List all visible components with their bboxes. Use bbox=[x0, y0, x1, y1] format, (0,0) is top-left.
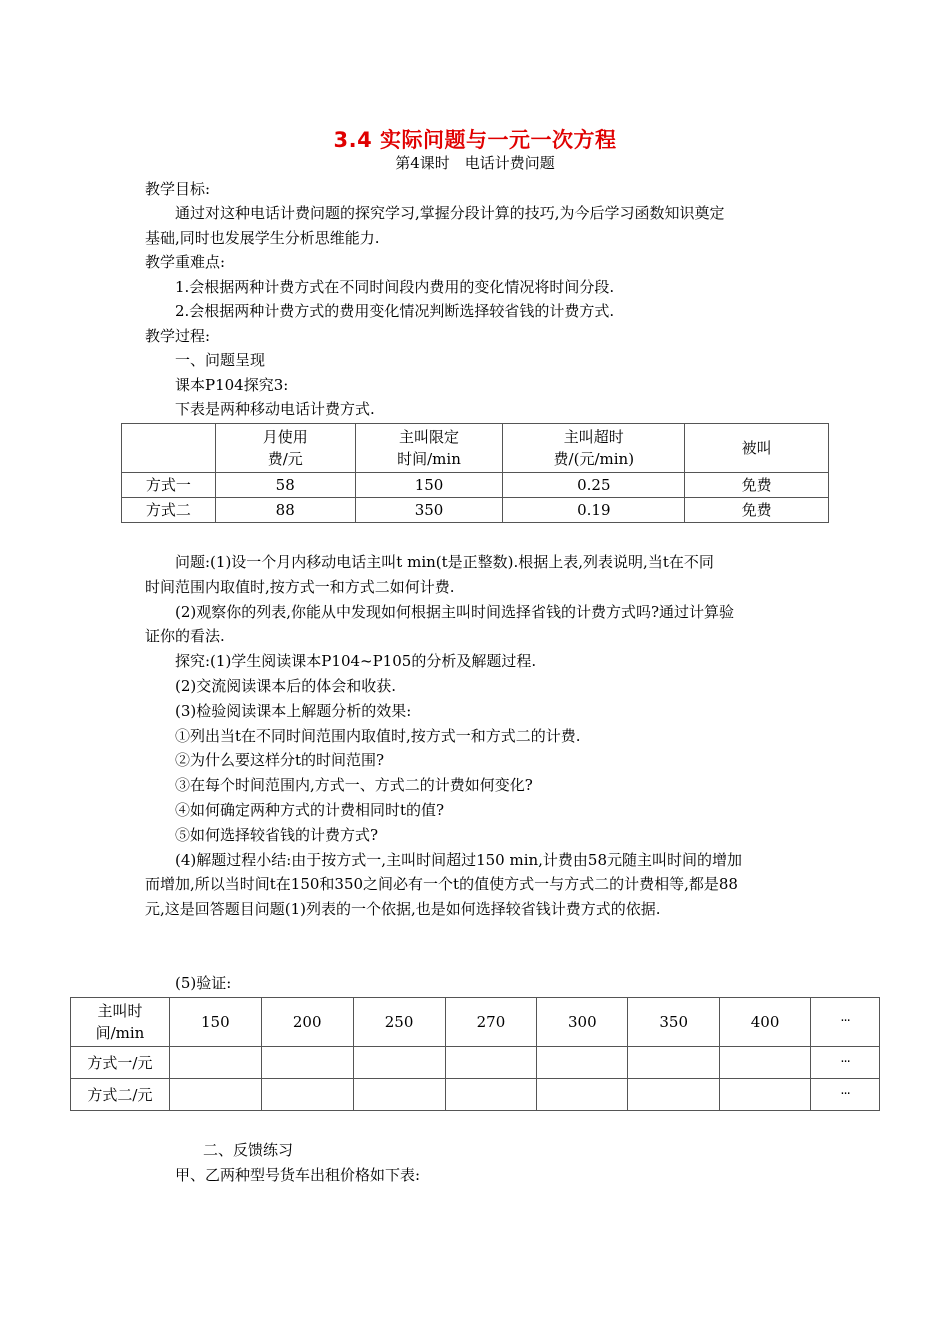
table-cell bbox=[720, 1079, 811, 1111]
table-header-cell: 200 bbox=[261, 998, 353, 1047]
table-cell bbox=[169, 1047, 261, 1079]
paragraph-line: 基础,同时也发展学生分析思维能力. bbox=[145, 229, 380, 247]
table-cell bbox=[628, 1079, 720, 1111]
paragraph-line: 甲、乙两种型号货车出租价格如下表: bbox=[175, 1166, 421, 1184]
table-row bbox=[71, 1047, 880, 1079]
paragraph-line: 时间范围内取值时,按方式一和方式二如何计费. bbox=[145, 578, 455, 596]
table-header-cell bbox=[122, 424, 216, 473]
paragraph-line: 证你的看法. bbox=[145, 627, 225, 645]
table-header-cell: 主叫时 间/min bbox=[71, 998, 170, 1047]
table-cell: 方式一 bbox=[122, 473, 216, 498]
table-cell: 0.25 bbox=[503, 473, 685, 498]
table-cell: 350 bbox=[355, 498, 503, 523]
table-header-cell: 月使用 费/元 bbox=[215, 424, 355, 473]
table-cell bbox=[720, 1047, 811, 1079]
paragraph-line: ④如何确定两种方式的计费相同时t的值? bbox=[175, 801, 445, 819]
table-header-cell: 300 bbox=[537, 998, 628, 1047]
table-cell bbox=[537, 1079, 628, 1111]
table-cell: 方式二 bbox=[122, 498, 216, 523]
table-cell: 0.19 bbox=[503, 498, 685, 523]
paragraph-line: 元,这是回答题目问题(1)列表的一个依据,也是如何选择较省钱计费方式的依据. bbox=[145, 900, 661, 918]
verify-label: (5)验证: bbox=[175, 974, 232, 992]
paragraph-line: 下表是两种移动电话计费方式. bbox=[175, 400, 375, 418]
table-cell: 88 bbox=[215, 498, 355, 523]
paragraph-line: (2)交流阅读课本后的体会和收获. bbox=[175, 677, 397, 695]
section-heading: 教学过程: bbox=[145, 327, 211, 345]
table-row bbox=[122, 473, 829, 498]
paragraph-line: (2)观察你的列表,你能从中发现如何根据主叫时间选择省钱的计费方式吗?通过计算验 bbox=[175, 603, 735, 621]
page-subtitle: 第4课时 电话计费问题 bbox=[395, 154, 555, 172]
table-cell: 免费 bbox=[685, 473, 829, 498]
table-row bbox=[122, 498, 829, 523]
paragraph-line: (3)检验阅读课本上解题分析的效果: bbox=[175, 702, 412, 720]
paragraph-line: 2.会根据两种计费方式的费用变化情况判断选择较省钱的计费方式. bbox=[175, 302, 615, 320]
verification-table bbox=[70, 997, 880, 1111]
section-heading: 教学目标: bbox=[145, 180, 211, 198]
table-header-cell: 150 bbox=[169, 998, 261, 1047]
table-cell: ··· bbox=[811, 1079, 880, 1111]
table-cell bbox=[628, 1047, 720, 1079]
table-header-cell: 350 bbox=[628, 998, 720, 1047]
table-cell bbox=[169, 1079, 261, 1111]
table-header-cell: 270 bbox=[445, 998, 537, 1047]
paragraph-line: ③在每个时间范围内,方式一、方式二的计费如何变化? bbox=[175, 776, 533, 794]
table-header-cell: ··· bbox=[811, 998, 880, 1047]
paragraph-line: 探究:(1)学生阅读课本P104~P105的分析及解题过程. bbox=[175, 652, 537, 670]
table-cell bbox=[353, 1079, 445, 1111]
paragraph-line: 一、问题呈现 bbox=[175, 351, 266, 369]
paragraph-line: 课本P104探究3: bbox=[175, 376, 289, 394]
table-cell bbox=[445, 1047, 537, 1079]
paragraph-line: (4)解题过程小结:由于按方式一,主叫时间超过150 min,计费由58元随主叫时间的增加 bbox=[175, 851, 743, 869]
table-header-cell: 250 bbox=[353, 998, 445, 1047]
section-heading: 教学重难点: bbox=[145, 253, 226, 271]
table-cell bbox=[353, 1047, 445, 1079]
section-heading: 二、反馈练习 bbox=[203, 1141, 294, 1159]
table-row bbox=[71, 1079, 880, 1111]
table-header-cell: 400 bbox=[720, 998, 811, 1047]
table-cell: 免费 bbox=[685, 498, 829, 523]
paragraph-line: 1.会根据两种计费方式在不同时间段内费用的变化情况将时间分段. bbox=[175, 278, 615, 296]
table-cell bbox=[261, 1047, 353, 1079]
paragraph-line: 问题:(1)设一个月内移动电话主叫t min(t是正整数).根据上表,列表说明,当t在不同 bbox=[175, 553, 714, 571]
table-cell: ··· bbox=[811, 1047, 880, 1079]
paragraph-line: ②为什么要这样分t的时间范围? bbox=[175, 751, 385, 769]
table-header-cell: 主叫限定 时间/min bbox=[355, 424, 503, 473]
table-header-cell: 主叫超时 费/(元/min) bbox=[503, 424, 685, 473]
table-cell: 150 bbox=[355, 473, 503, 498]
paragraph-line: ①列出当t在不同时间范围内取值时,按方式一和方式二的计费. bbox=[175, 727, 581, 745]
paragraph-line: ⑤如何选择较省钱的计费方式? bbox=[175, 826, 379, 844]
table-header-cell: 被叫 bbox=[685, 424, 829, 473]
table-cell bbox=[261, 1079, 353, 1111]
table-cell bbox=[537, 1047, 628, 1079]
paragraph-line: 通过对这种电话计费问题的探究学习,掌握分段计算的技巧,为今后学习函数知识奠定 bbox=[175, 204, 725, 222]
billing-table bbox=[121, 423, 829, 523]
table-cell bbox=[445, 1079, 537, 1111]
table-header-row bbox=[122, 424, 829, 473]
table-header-row bbox=[71, 998, 880, 1047]
paragraph-line: 而增加,所以当时间t在150和350之间必有一个t的值使方式一与方式二的计费相等,都是88 bbox=[145, 875, 738, 893]
table-cell: 方式一/元 bbox=[71, 1047, 170, 1079]
table-cell: 方式二/元 bbox=[71, 1079, 170, 1111]
page-title: 3.4 实际问题与一元一次方程 bbox=[333, 128, 617, 152]
table-cell: 58 bbox=[215, 473, 355, 498]
